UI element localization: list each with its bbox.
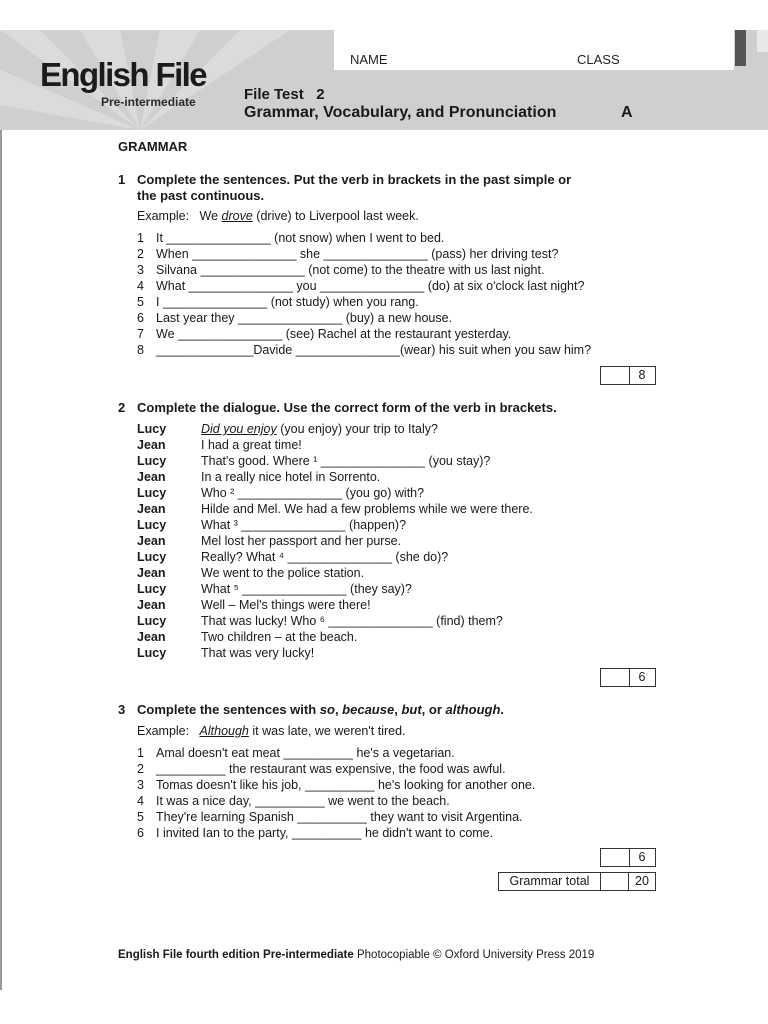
sep: , [394, 702, 402, 717]
dialogue-speaker: Lucy [137, 550, 167, 564]
ex1-number: 1 [118, 172, 126, 187]
logo-subtitle: Pre-intermediate [101, 95, 196, 109]
dialogue-speaker: Lucy [137, 454, 167, 468]
ex3-score-box [600, 848, 656, 867]
dialogue-text: Really? What ⁴ _______________ (she do)? [201, 550, 449, 564]
score-entry-field[interactable] [601, 367, 630, 384]
example-prefix: Example: We [137, 209, 222, 223]
header-edge-dark [735, 30, 746, 66]
logo-title: English File [40, 56, 206, 93]
dialogue-line [201, 582, 412, 596]
ex3-item-text: Amal doesn't eat meat __________ he's a vegetarian. [156, 746, 455, 760]
dialogue-speaker: Lucy [137, 614, 167, 628]
dialogue-text: What ⁵ _______________ (they say)? [201, 582, 412, 596]
dialogue-line [201, 438, 302, 452]
dialogue-line [201, 598, 371, 612]
dialogue-text: (you enjoy) your trip to Italy? [276, 422, 438, 436]
sep: , or [421, 702, 446, 717]
page-edge [0, 130, 2, 990]
dialogue-text: That was very lucky! [201, 646, 315, 660]
ex3-word-but: but [401, 702, 422, 717]
ex3-item-text: They're learning Spanish __________ they want to visit Argentina. [156, 810, 523, 824]
ex1-item-text: We _______________ (see) Rachel at the restaurant yesterday. [156, 327, 512, 341]
grammar-total-entry-field[interactable] [601, 873, 629, 890]
ex2-max-score: 6 [638, 670, 646, 684]
ex2-instruction: Complete the dialogue. Use the correct form of the verb in brackets. [137, 400, 557, 415]
dialogue-line [201, 630, 357, 644]
ex1-example [137, 209, 419, 223]
dialogue-line [201, 534, 401, 548]
dialogue-text: Two children – at the beach. [201, 630, 358, 644]
test-subtitle: Grammar, Vocabulary, and Pronunciation [244, 104, 557, 121]
sep: , [334, 702, 343, 717]
ex1-item-text: It _______________ (not snow) when I went to bed. [156, 231, 445, 245]
dialogue-speaker: Jean [137, 630, 166, 644]
sep: . [500, 702, 505, 717]
test-title: File Test 2 [244, 86, 325, 103]
test-version: A [621, 104, 633, 121]
footer [118, 949, 594, 961]
ex3-item-text: Tomas doesn't like his job, __________ he's looking for another one. [156, 778, 536, 792]
dialogue-line [201, 614, 503, 628]
ex1-item-number: 5 [137, 295, 144, 309]
dialogue-speaker: Jean [137, 438, 166, 452]
name-class-bar [334, 30, 734, 70]
dialogue-line [201, 486, 424, 500]
grammar-total-label: Grammar total [499, 873, 601, 890]
ex1-item-text: What _______________ you _______________ (do) at six o'clock last night? [156, 279, 585, 293]
ex1-item-number: 1 [137, 231, 144, 245]
dialogue-speaker: Lucy [137, 518, 167, 532]
dialogue-line [201, 550, 448, 564]
example-suffix: it was late, we weren't tired. [248, 724, 406, 738]
ex1-max-score: 8 [638, 368, 646, 382]
ex3-item-text: I invited Ian to the party, __________ he didn't want to come. [156, 826, 494, 840]
dialogue-text: In a really nice hotel in Sorrento. [201, 470, 381, 484]
ex1-item-text: When _______________ she _______________ (pass) her driving test? [156, 247, 559, 261]
ex3-word-although: although [445, 702, 501, 717]
ex3-word-because: because [342, 702, 395, 717]
example-prefix: Example: [137, 724, 200, 738]
ex3-instruction-prefix: Complete the sentences with [137, 702, 320, 717]
dialogue-line [201, 454, 490, 468]
dialogue-line [201, 518, 406, 532]
dialogue-speaker: Jean [137, 598, 166, 612]
dialogue-text: Who ² _______________ (you go) with? [201, 486, 425, 500]
dialogue-line [201, 566, 364, 580]
score-entry-field[interactable] [601, 669, 630, 686]
dialogue-speaker: Jean [137, 534, 166, 548]
dialogue-speaker: Jean [137, 470, 166, 484]
section-heading: GRAMMAR [118, 139, 188, 154]
ex3-item-number: 3 [137, 778, 144, 792]
footer-copyright: Photocopiable © Oxford University Press 2019 [353, 949, 595, 961]
ex3-item-number: 1 [137, 746, 144, 760]
ex1-item-number: 2 [137, 247, 144, 261]
class-label: CLASS [577, 52, 620, 67]
ex3-max-score: 6 [638, 850, 646, 864]
ex3-item-number: 6 [137, 826, 144, 840]
dialogue-text: Well – Mel's things were there! [201, 598, 371, 612]
example-answer: Did you enjoy [201, 422, 277, 436]
ex1-item-text: Silvana _______________ (not come) to the theatre with us last night. [156, 263, 545, 277]
ex3-item-number: 5 [137, 810, 144, 824]
ex2-score-box [600, 668, 656, 687]
example-answer: Although [199, 724, 249, 738]
dialogue-text: We went to the police station. [201, 566, 365, 580]
ex1-item-number: 4 [137, 279, 144, 293]
ex3-item-number: 4 [137, 794, 144, 808]
dialogue-speaker: Jean [137, 566, 166, 580]
ex3-instruction [137, 702, 504, 717]
score-entry-field[interactable] [601, 849, 630, 866]
ex1-instruction-line2: the past continuous. [137, 188, 265, 203]
ex1-item-text: ______________Davide _______________(wear) his suit when you saw him? [156, 343, 592, 357]
ex1-item-number: 8 [137, 343, 144, 357]
dialogue-line [201, 646, 314, 660]
dialogue-line [201, 470, 380, 484]
ex1-instruction-line1: Complete the sentences. Put the verb in brackets in the past simple or [137, 172, 572, 187]
grammar-total-value: 20 [635, 874, 649, 888]
dialogue-speaker: Lucy [137, 582, 167, 596]
dialogue-text: That was lucky! Who ⁶ _______________ (find) them? [201, 614, 503, 628]
dialogue-speaker: Lucy [137, 422, 167, 436]
example-suffix: (drive) to Liverpool last week. [252, 209, 419, 223]
footer-title: English File fourth edition Pre-intermediate [118, 949, 354, 961]
ex1-item-number: 6 [137, 311, 144, 325]
ex1-item-number: 7 [137, 327, 144, 341]
dialogue-text: What ³ _______________ (happen)? [201, 518, 407, 532]
ex3-item-text: It was a nice day, __________ we went to the beach. [156, 794, 450, 808]
dialogue-line [201, 422, 438, 436]
dialogue-line [201, 502, 533, 516]
ex3-item-text: __________ the restaurant was expensive, the food was awful. [156, 762, 506, 776]
dialogue-text: That's good. Where ¹ _______________ (you stay)? [201, 454, 491, 468]
ex3-number: 3 [118, 702, 126, 717]
dialogue-speaker: Lucy [137, 646, 167, 660]
ex1-score-box [600, 366, 656, 385]
ex2-number: 2 [118, 400, 126, 415]
ex1-item-text: Last year they _______________ (buy) a new house. [156, 311, 453, 325]
grammar-total-box [498, 872, 656, 891]
name-label: NAME [350, 52, 388, 67]
ex3-example [137, 724, 406, 738]
ex3-item-number: 2 [137, 762, 144, 776]
ex1-item-number: 3 [137, 263, 144, 277]
example-answer: drove [221, 209, 253, 223]
dialogue-speaker: Jean [137, 502, 166, 516]
dialogue-text: Mel lost her passport and her purse. [201, 534, 402, 548]
dialogue-text: Hilde and Mel. We had a few problems while we were there. [201, 502, 533, 516]
dialogue-speaker: Lucy [137, 486, 167, 500]
header-edge-light [757, 30, 768, 52]
dialogue-text: I had a great time! [201, 438, 302, 452]
ex3-word-so: so [319, 702, 335, 717]
ex1-item-text: I _______________ (not study) when you rang. [156, 295, 419, 309]
